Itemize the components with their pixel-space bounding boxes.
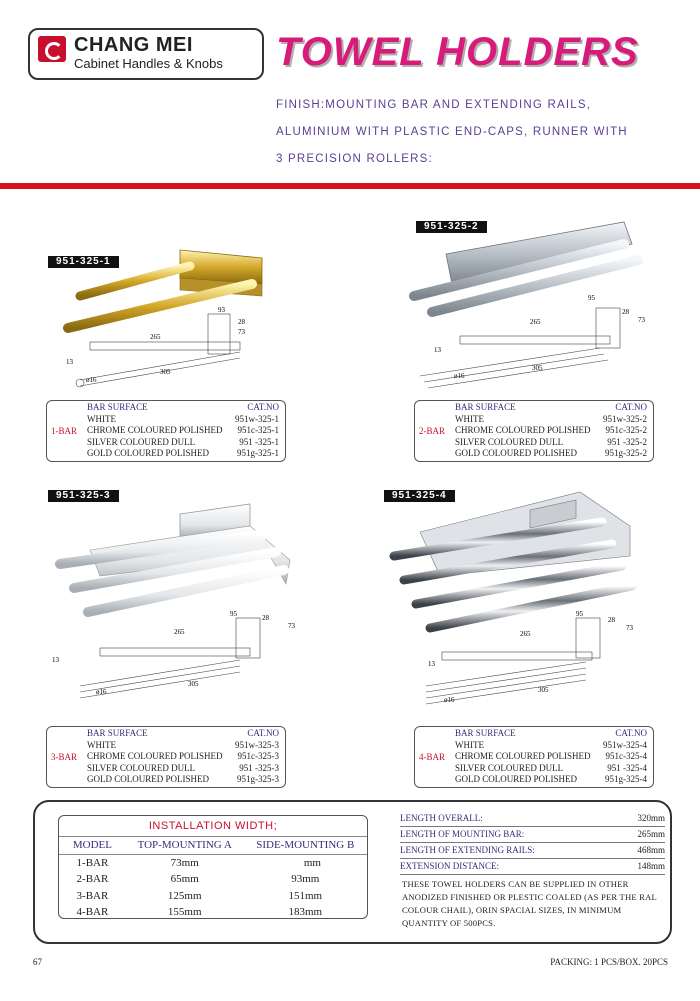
dim-d-3: 13: [52, 656, 59, 664]
spec-header-cat: CAT.NO: [247, 402, 279, 412]
table-row: GOLD COLOURED POLISHED 951g-325-2: [455, 448, 647, 458]
dim-c-1: 93: [218, 306, 225, 314]
table-row: GOLD COLOURED POLISHED 951g-325-3: [87, 774, 279, 784]
table-row: GOLD COLOURED POLISHED 951g-325-1: [87, 448, 279, 458]
spec-table-2: [414, 400, 654, 462]
brand-name: CHANG MEI: [74, 34, 193, 56]
table-row: 2-BAR 65mm 93mm: [76, 873, 320, 885]
dim-g-4: 28: [608, 616, 615, 624]
product-illustration-1: [40, 244, 280, 394]
table-row: 4-BAR 155mm 183mm: [76, 906, 323, 918]
dim-e-4: ø16: [444, 696, 455, 704]
dim-g-2: 28: [622, 308, 629, 316]
product-code-4: 951-325-4: [384, 490, 455, 502]
spec-header-surface: BAR SURFACE: [455, 728, 516, 738]
table-row: CHROME COLOURED POLISHED 951c-325-2: [455, 425, 647, 435]
dim-e-3: ø16: [96, 688, 107, 696]
product-code-1: 951-325-1: [48, 256, 119, 268]
table-row: GOLD COLOURED POLISHED 951g-325-4: [455, 774, 647, 784]
table-row: CHROME COLOURED POLISHED 951c-325-4: [455, 751, 647, 761]
dim-c-4: 95: [576, 610, 583, 618]
spec-table-3: [46, 726, 286, 788]
spec-table-1: [46, 400, 286, 462]
product-code-3: 951-325-3: [48, 490, 119, 502]
bar-label-1: 1-BAR: [51, 426, 78, 436]
dim-b-1: 305: [160, 368, 171, 376]
dim-e-1: ø16: [86, 376, 97, 384]
product-illustration-4: [380, 486, 670, 712]
dim-g-1: 28: [238, 318, 245, 326]
finish-line: 3 PRECISION ROLLERS:: [276, 153, 433, 165]
table-row: CHROME COLOURED POLISHED 951c-325-1: [87, 425, 279, 435]
dim-f-2: 73: [638, 316, 645, 324]
spec-header-surface: BAR SURFACE: [455, 402, 516, 412]
dim-a-4: 265: [520, 630, 531, 638]
table-row: SILVER COLOURED DULL 951 -325-4: [455, 762, 647, 773]
dim-e-2: ø16: [454, 372, 465, 380]
bar-label-4: 4-BAR: [419, 752, 446, 762]
packing-info: PACKING: 1 PCS/BOX. 20PCS: [550, 957, 668, 967]
spec-table-4: [414, 726, 654, 788]
length-row: EXTENSION DISTANCE: 148mm: [400, 859, 665, 875]
finish-line: ALUMINIUM WITH PLASTIC END-CAPS, RUNNER WITH: [276, 126, 628, 138]
installation-title: INSTALLATION WIDTH;: [148, 820, 278, 832]
dim-a-1: 265: [150, 333, 161, 341]
dim-b-3: 305: [188, 680, 199, 688]
spec-header-cat: CAT.NO: [247, 728, 279, 738]
dim-b-2: 305: [532, 364, 543, 372]
product-illustration-2: [400, 214, 680, 394]
finish-description: [276, 92, 676, 173]
spec-header-surface: BAR SURFACE: [87, 402, 148, 412]
dim-f-1: 73: [238, 328, 245, 336]
dim-c-2: 95: [588, 294, 595, 302]
bar-label-2: 2-BAR: [419, 426, 446, 436]
dim-a-2: 265: [530, 318, 541, 326]
table-row: WHITE 951w-325-3: [87, 739, 279, 750]
dim-c-3: 95: [230, 610, 237, 618]
inst-header-top: TOP-MOUNTING A: [126, 837, 244, 855]
header-divider: [0, 183, 700, 189]
dim-g-3: 28: [262, 614, 269, 622]
installation-width-table: [58, 815, 368, 919]
page-title: TOWEL HOLDERS: [276, 30, 639, 74]
dim-d-1: 13: [66, 358, 73, 366]
table-row: SILVER COLOURED DULL 951 -325-3: [87, 762, 279, 773]
length-row: LENGTH OVERALL: 320mm: [400, 811, 665, 827]
brand-logo: [28, 28, 264, 80]
length-specs: [400, 811, 665, 875]
spec-header-cat: CAT.NO: [615, 402, 647, 412]
dim-d-4: 13: [428, 660, 435, 668]
table-row: SILVER COLOURED DULL 951 -325-1: [87, 436, 279, 447]
brand-subtitle: Cabinet Handles & Knobs: [74, 56, 223, 71]
dim-f-4: 73: [626, 624, 633, 632]
table-row: SILVER COLOURED DULL 951 -325-2: [455, 436, 647, 447]
table-row: WHITE 951w-325-1: [87, 413, 279, 424]
supply-note: THESE TOWEL HOLDERS CAN BE SUPPLIED IN OTHER ANODIZED FINISHED OR PLESTIC COALED (AS PER THE RAL COLOUR CHAIL), ORIN SPACIAL SIZES, IN MINIMUM QUANTITY OF 500PCS.: [402, 879, 657, 928]
dim-a-3: 265: [174, 628, 185, 636]
finish-line: FINISH:MOUNTING BAR AND EXTENDING RAILS,: [276, 99, 592, 111]
brand-mark-icon: [38, 36, 66, 62]
table-row: 1-BAR 73mm mm: [76, 856, 321, 869]
length-row: LENGTH OF MOUNTING BAR: 265mm: [400, 827, 665, 843]
dim-f-3: 73: [288, 622, 295, 630]
spec-header-cat: CAT.NO: [615, 728, 647, 738]
table-row: WHITE 951w-325-4: [455, 739, 647, 750]
product-illustration-3: [40, 500, 310, 710]
product-code-2: 951-325-2: [416, 221, 487, 233]
table-row: WHITE 951w-325-2: [455, 413, 647, 424]
page-number: 67: [33, 957, 42, 967]
inst-header-model: MODEL: [59, 837, 126, 855]
table-row: CHROME COLOURED POLISHED 951c-325-3: [87, 751, 279, 761]
inst-header-side: SIDE-MOUNTING B: [244, 837, 367, 855]
bar-label-3: 3-BAR: [51, 752, 78, 762]
table-row: 3-BAR 125mm 151mm: [76, 889, 323, 902]
length-row: LENGTH OF EXTENDING RAILS: 468mm: [400, 843, 665, 859]
dim-b-4: 305: [538, 686, 549, 694]
spec-header-surface: BAR SURFACE: [87, 728, 148, 738]
dim-d-2: 13: [434, 346, 441, 354]
